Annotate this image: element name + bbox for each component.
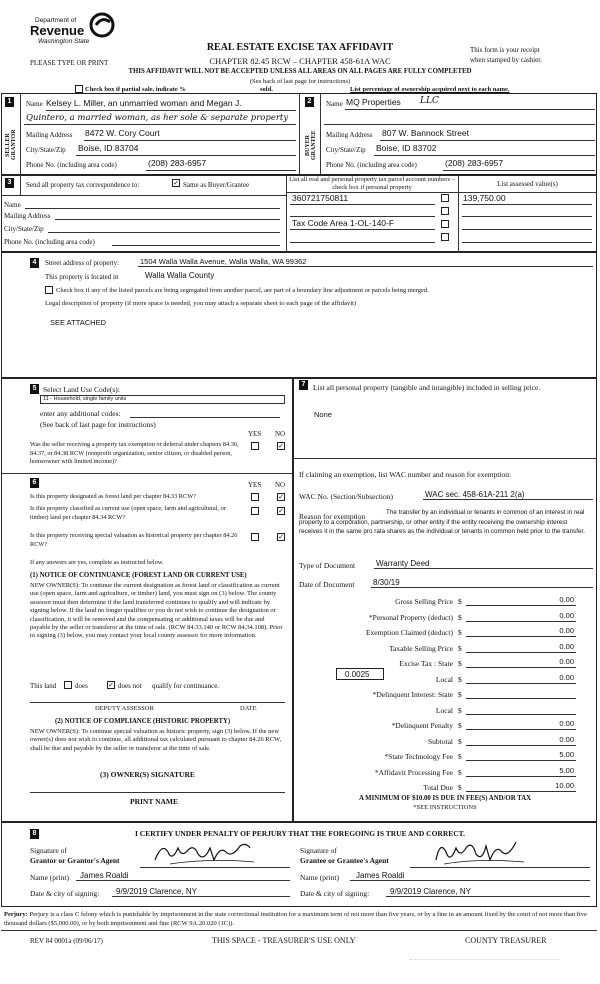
same-as-buyer-checkbox[interactable]: ✓ <box>173 179 179 187</box>
form-id: REV 84 0001a (09/06/17) <box>30 937 103 945</box>
tax-row-currency: $ <box>458 628 462 637</box>
tax-row-currency: $ <box>458 705 462 715</box>
does-checkbox[interactable] <box>64 681 72 689</box>
tax-row-currency: $ <box>458 767 462 777</box>
deputy-date: DATE <box>240 705 257 712</box>
buyer-mailing: 807 W. Bannock Street <box>382 128 469 138</box>
county-treasurer: COUNTY TREASURER <box>465 936 547 945</box>
s6-no: NO <box>275 481 286 489</box>
notice1-text: NEW OWNER(S): To continue the current designation as forest land or classification as current use (open space, farm and agriculture, or timber) land, you must sign on (3) below. The county assessor must then determine if the land transferred continues to qualify and will indicate by signing below. If the land no longer qualifies or you do not wish to continue the designation or classification, it will be removed and the compensating or additional taxes will be due and payable by the seller or transferor at the time of sale. (RCW 84.33.140 or RCW 84.34.108). Prior to signing (3) below, you may contact your local county assessor for more information. <box>30 582 283 640</box>
tax-row-label: Gross Selling Price <box>395 597 453 606</box>
tax-row-line <box>466 714 576 715</box>
grantee-signature <box>430 836 530 868</box>
dor-logo <box>30 12 120 52</box>
tax-row-label: Local <box>435 705 453 715</box>
parcel-2: Tax Code Area 1-OL-140-F <box>292 218 395 228</box>
claiming-exemption-label: If claiming an exemption, list WAC number and reason for exemption: <box>299 470 512 479</box>
page-title: REAL ESTATE EXCISE TAX AFFIDAVIT <box>206 42 394 53</box>
tax-row-amount: 0.00 <box>559 657 574 666</box>
tax-row-label: Taxable Selling Price <box>388 643 453 653</box>
s6-q3-yes[interactable] <box>251 533 259 541</box>
tax-row-label: Exemption Claimed (deduct) <box>365 628 453 637</box>
parcel-3-personal-checkbox[interactable] <box>441 220 449 228</box>
local-rate-box <box>336 668 384 680</box>
land-use-see-back: (See back of last page for instructions) <box>40 420 156 429</box>
tax-row-amount: 0.00 <box>559 734 574 744</box>
segregated-label: Check box if any of the listed parcels are being segregated from another parcel, are part of a boundary line adjustment or parcels being merged. <box>56 287 429 294</box>
doc-type-value: Warranty Deed <box>376 559 430 568</box>
land-use-select[interactable] <box>40 395 285 404</box>
section-3-tab: 3 <box>5 178 14 188</box>
tax-row-label: *State Technology Fee <box>384 752 453 761</box>
logo-revenue: Revenue <box>30 23 85 38</box>
tax-row-line <box>466 605 576 606</box>
section-4-box <box>1 252 597 378</box>
grantor-date: 9/9/2019 Clarence, NY <box>116 887 197 896</box>
partial-sale-checkbox[interactable] <box>75 85 83 93</box>
tax-phone-label: Phone No. (including area code) <box>4 238 95 246</box>
reason-value: The transfer by an individual or tenants in common of an interest in real property to a corporation, partnership, or other entity if the entity receiving the ownership interest receives it in the same pro rata shares as the individual or tenants in common held prior to the transfer. <box>299 509 585 535</box>
tax-city-label: City/State/Zip <box>4 225 44 233</box>
section-1-tab: 1 <box>5 97 14 107</box>
does-not-label: does not <box>118 682 142 690</box>
tax-row-amount: 0.00 <box>559 719 574 728</box>
seller-phone: (208) 283-6957 <box>148 158 207 168</box>
s6-yes: YES <box>248 481 262 489</box>
grantor-sig-label-1: Signature of <box>30 846 67 855</box>
tax-row-amount: 5.00 <box>559 765 574 775</box>
section-8-tab: 8 <box>30 829 39 839</box>
tax-row-label: *Delinquent Interest: State <box>372 690 453 699</box>
logo-dept: Department of <box>35 17 77 24</box>
treasurer-stamp-area <box>410 948 560 960</box>
buyer-city-label: City/State/Zip <box>326 146 366 154</box>
grantor-sig-label-2: Grantor or Grantor's Agent <box>30 856 120 865</box>
grantee-sig-label-1: Signature of <box>300 846 337 855</box>
buyer-mailing-label: Mailing Address <box>326 131 373 139</box>
tax-row-currency: $ <box>458 597 462 606</box>
treasurer-use: THIS SPACE - TREASURER'S USE ONLY <box>212 936 356 945</box>
land-use-label: Select Land Use Code(s): <box>43 385 120 394</box>
tax-row-line <box>466 698 576 699</box>
partial-sale-sold: sold. <box>260 86 273 93</box>
personal-property-value: None <box>314 410 332 419</box>
tax-mailing-label: Mailing Address <box>4 212 51 220</box>
tax-row-label: Total Due <box>423 783 453 792</box>
local-rate-value: 0.0025 <box>345 670 370 679</box>
type-or-print: PLEASE TYPE OR PRINT <box>30 59 109 67</box>
assessed-header: List assessed value(s) <box>497 180 558 188</box>
tax-row-currency: $ <box>458 643 462 653</box>
tax-row-amount: 0.00 <box>559 626 574 635</box>
assessed-1: 139,750.00 <box>463 193 506 203</box>
land-use-value: 11 - Household, single family units <box>43 396 127 402</box>
tax-row-line <box>466 621 576 622</box>
notice2-title: (2) NOTICE OF COMPLIANCE (HISTORIC PROPERTY) <box>55 718 231 725</box>
buyer-phone-label: Phone No. (including area code) <box>326 161 417 169</box>
section-4-tab: 4 <box>30 258 39 268</box>
tax-row-currency: $ <box>458 752 462 761</box>
grantee-name-label: Name (print) <box>300 873 339 882</box>
s6-q1-yes[interactable] <box>251 493 259 501</box>
this-land-label: This land <box>30 682 57 690</box>
tax-row-currency: $ <box>458 783 462 792</box>
perjury-text: Perjury is a class C felony which is punishable by imprisonment in the state correctional institution for a maximum term of not more than five years, or by a fine in an amount fixed by the court of not more than five thousand dollars ($5,000.00), or by both imprisonment and fine (RCW 9A.20.020 (1C)). <box>4 911 587 927</box>
grantee-sig-label <box>300 846 389 866</box>
grantor-name-label: Name (print) <box>30 873 69 882</box>
grantee-date-label: Date & city of signing: <box>300 889 370 898</box>
street-label: Street address of property: <box>45 259 120 267</box>
tax-row-amount: 0.00 <box>559 641 574 651</box>
buyer-name-hand: LLC <box>420 96 439 106</box>
doc-date-label: Date of Document <box>299 580 355 589</box>
tax-row-amount: 0.00 <box>559 672 574 682</box>
tax-row-line <box>466 667 576 668</box>
tax-row-amount: 0.00 <box>559 610 574 620</box>
notice2-text: NEW OWNER(S): To continue special valuation as historic property, sign (3) below. If the new owner(s) does not wish to continue, all additional tax calculated pursuant to chapter 84.26 RCW, shall be due and payable by the seller or transferor at the time of sale. <box>30 728 282 752</box>
section-7-tab: 7 <box>299 380 308 390</box>
tax-row-line <box>466 776 576 777</box>
seller-name-label: Name <box>26 100 43 108</box>
grantee-date: 9/9/2019 Clarence, NY <box>390 887 471 896</box>
seller-phone-label: Phone No. (including area code) <box>26 161 117 169</box>
grantor-sig-label <box>30 846 120 866</box>
doc-type-label: Type of Document <box>299 561 356 570</box>
perjury-label: Perjury: <box>4 911 28 918</box>
s6-q2: Is this property classified as current use (open space, farm and agricultural, or timber) land per chapter 84.34 RCW? <box>30 505 226 521</box>
seller-label: SELLER GRANTOR <box>5 129 17 161</box>
owner-signature-label: (3) OWNER(S) SIGNATURE <box>100 770 195 779</box>
segregated-checkbox[interactable] <box>45 286 53 294</box>
tax-row-currency: $ <box>458 659 462 668</box>
print-name-label: PRINT NAME <box>130 797 178 806</box>
buyer-name-label: Name <box>326 100 343 108</box>
buyer-label: BUYER GRANTEE <box>305 130 317 160</box>
tax-row-amount: 10.00 <box>555 781 574 790</box>
logo-swirl-icon <box>88 12 116 38</box>
deputy-assessor: DEPUTY ASSESSOR <box>95 705 154 712</box>
warning-text: THIS AFFIDAVIT WILL NOT BE ACCEPTED UNLESS ALL AREAS ON ALL PAGES ARE FULLY COMPLETED <box>128 68 472 75</box>
receipt-note <box>470 45 542 65</box>
doc-date-value: 8/30/19 <box>373 578 400 587</box>
located-label: This property is located in <box>45 273 119 281</box>
tax-row-line <box>466 636 576 637</box>
see-instructions: *SEE INSTRUCTIONS <box>413 804 477 811</box>
tax-row-line <box>466 652 576 653</box>
seller-name: Kelsey L. Miller, an unmarried woman and Megan J. <box>46 98 242 108</box>
same-as-buyer-label: Same as Buyer/Grantee <box>183 181 250 189</box>
receipt-line1: This form is your receipt <box>470 46 540 54</box>
tax-name-label: Name <box>4 201 21 209</box>
seller-city: Boise, ID 83704 <box>78 143 139 153</box>
s6-q3-no[interactable]: ✓ <box>278 533 284 541</box>
s5-no-checkbox[interactable]: ✓ <box>278 442 284 450</box>
tax-row-label: Excise Tax : State <box>399 659 453 668</box>
qualify-label: qualify for continuance. <box>152 682 220 690</box>
tax-row-amount: 5.00 <box>559 750 574 759</box>
parcel-header: List all real and personal property tax parcel account numbers – check box if personal property <box>289 176 455 191</box>
if-any-yes: If any answers are yes, complete as instructed below. <box>30 559 164 566</box>
tax-row-currency: $ <box>458 612 462 622</box>
s6-q3: Is this property receiving special valuation as historical property per chapter 84.26 RCW? <box>30 532 238 548</box>
see-back: (See back of last page for instructions) <box>249 78 351 85</box>
tax-row-currency: $ <box>458 674 462 684</box>
located-value: Walla Walla County <box>145 271 215 280</box>
tax-row-line <box>466 760 576 761</box>
parcel-1: 360721750811 <box>292 193 349 203</box>
s5-no: NO <box>275 430 286 438</box>
tax-row-currency: $ <box>458 690 462 699</box>
tax-row-line <box>466 729 576 730</box>
wac-label: WAC No. (Section/Subsection) <box>299 492 393 501</box>
s6-q2-yes[interactable] <box>251 507 259 515</box>
seller-mailing-label: Mailing Address <box>26 131 73 139</box>
additional-codes-label: enter any additional codes: <box>40 409 121 418</box>
grantee-name: James Roaldi <box>356 871 405 880</box>
tax-row-currency: $ <box>458 721 462 730</box>
tax-row-line <box>466 683 576 684</box>
street-value: 1504 Walla Walla Avenue, Walla Walla, WA 99362 <box>140 257 307 266</box>
tax-row-label: Local <box>435 674 453 684</box>
reason-label: Reason for exemption <box>299 512 366 521</box>
chapter-ref: CHAPTER 82.45 RCW – CHAPTER 458-61A WAC <box>209 56 391 66</box>
tax-row-amount: 0.00 <box>559 595 574 604</box>
buyer-city: Boise, ID 83702 <box>376 143 437 153</box>
tax-row-label: *Delinquent Penalty <box>391 721 453 730</box>
s6-q1-no[interactable]: ✓ <box>278 493 284 501</box>
tax-row-line <box>466 745 576 746</box>
notice1-title: (1) NOTICE OF CONTINUANCE (FOREST LAND OR CURRENT USE) <box>30 572 247 579</box>
does-not-checkbox[interactable]: ✓ <box>108 681 114 689</box>
parcel-2-personal-checkbox[interactable] <box>441 207 449 215</box>
grantor-signature <box>150 838 260 868</box>
grantor-name: James Roaldi <box>80 871 129 880</box>
logo-state: Washington State <box>38 38 90 45</box>
parcel-4-personal-checkbox[interactable] <box>441 233 449 241</box>
tax-row-label: *Personal Property (deduct) <box>368 612 453 622</box>
parcel-1-personal-checkbox[interactable] <box>441 194 449 202</box>
buyer-phone: (208) 283-6957 <box>445 158 504 168</box>
perjury-notice <box>4 911 594 928</box>
certify-statement: I CERTIFY UNDER PENALTY OF PERJURY THAT THE FOREGOING IS TRUE AND CORRECT. <box>134 829 465 838</box>
s6-q2-no[interactable]: ✓ <box>278 507 284 515</box>
legal-value: SEE ATTACHED <box>50 318 106 327</box>
wac-value: WAC sec. 458-61A-211 2(a) <box>425 490 525 499</box>
section-6-tab: 6 <box>30 478 39 488</box>
buyer-name: MQ Properties <box>346 97 401 107</box>
send-correspondence-label: Send all property tax correspondence to: <box>26 181 140 189</box>
tax-row-label: *Affidavit Processing Fee <box>374 767 453 777</box>
tax-row-currency: $ <box>458 736 462 746</box>
section-5-tab: 5 <box>30 384 39 394</box>
receipt-line2: when stamped by cashier. <box>470 56 542 64</box>
tax-row-line <box>466 791 576 792</box>
seller-city-label: City/State/Zip <box>26 146 66 154</box>
tax-row-label: Subtotal <box>427 736 453 746</box>
section-2-tab: 2 <box>305 97 314 107</box>
partial-sale-label: Check box if partial sale, indicate % <box>85 86 186 93</box>
s6-q1: Is this property designated as forest land per chapter 84.33 RCW? <box>30 493 196 500</box>
seller-mailing: 8472 W. Cory Court <box>85 128 160 138</box>
minimum-due: A MINIMUM OF $10.00 IS DUE IN FEE(S) AND/OR TAX <box>358 795 532 802</box>
does-label: does <box>75 682 88 690</box>
legal-label: Legal description of property (if more space is needed, you may attach a separate sheet to each page of the affidavit) <box>45 300 357 307</box>
s5-yes: YES <box>248 430 262 438</box>
grantor-date-label: Date & city of signing: <box>30 889 100 898</box>
personal-property-label: List all personal property (tangible and intangible) included in selling price. <box>313 383 541 392</box>
grantee-sig-label-2: Grantee or Grantee's Agent <box>300 856 389 865</box>
s5-yes-checkbox[interactable] <box>251 442 259 450</box>
list-percentage: List percentage of ownership acquired next to each name. <box>350 86 510 93</box>
seller-name-line2: Quintero, a married woman, as her sole & separate property <box>26 113 289 123</box>
exemption-question: Was the seller receiving a property tax exemption or deferral under chapters 84.36, 84.37, or 84.38 RCW (nonprofit organization, senior citizen, or disabled person, homeowner with limited income)? <box>30 441 239 465</box>
